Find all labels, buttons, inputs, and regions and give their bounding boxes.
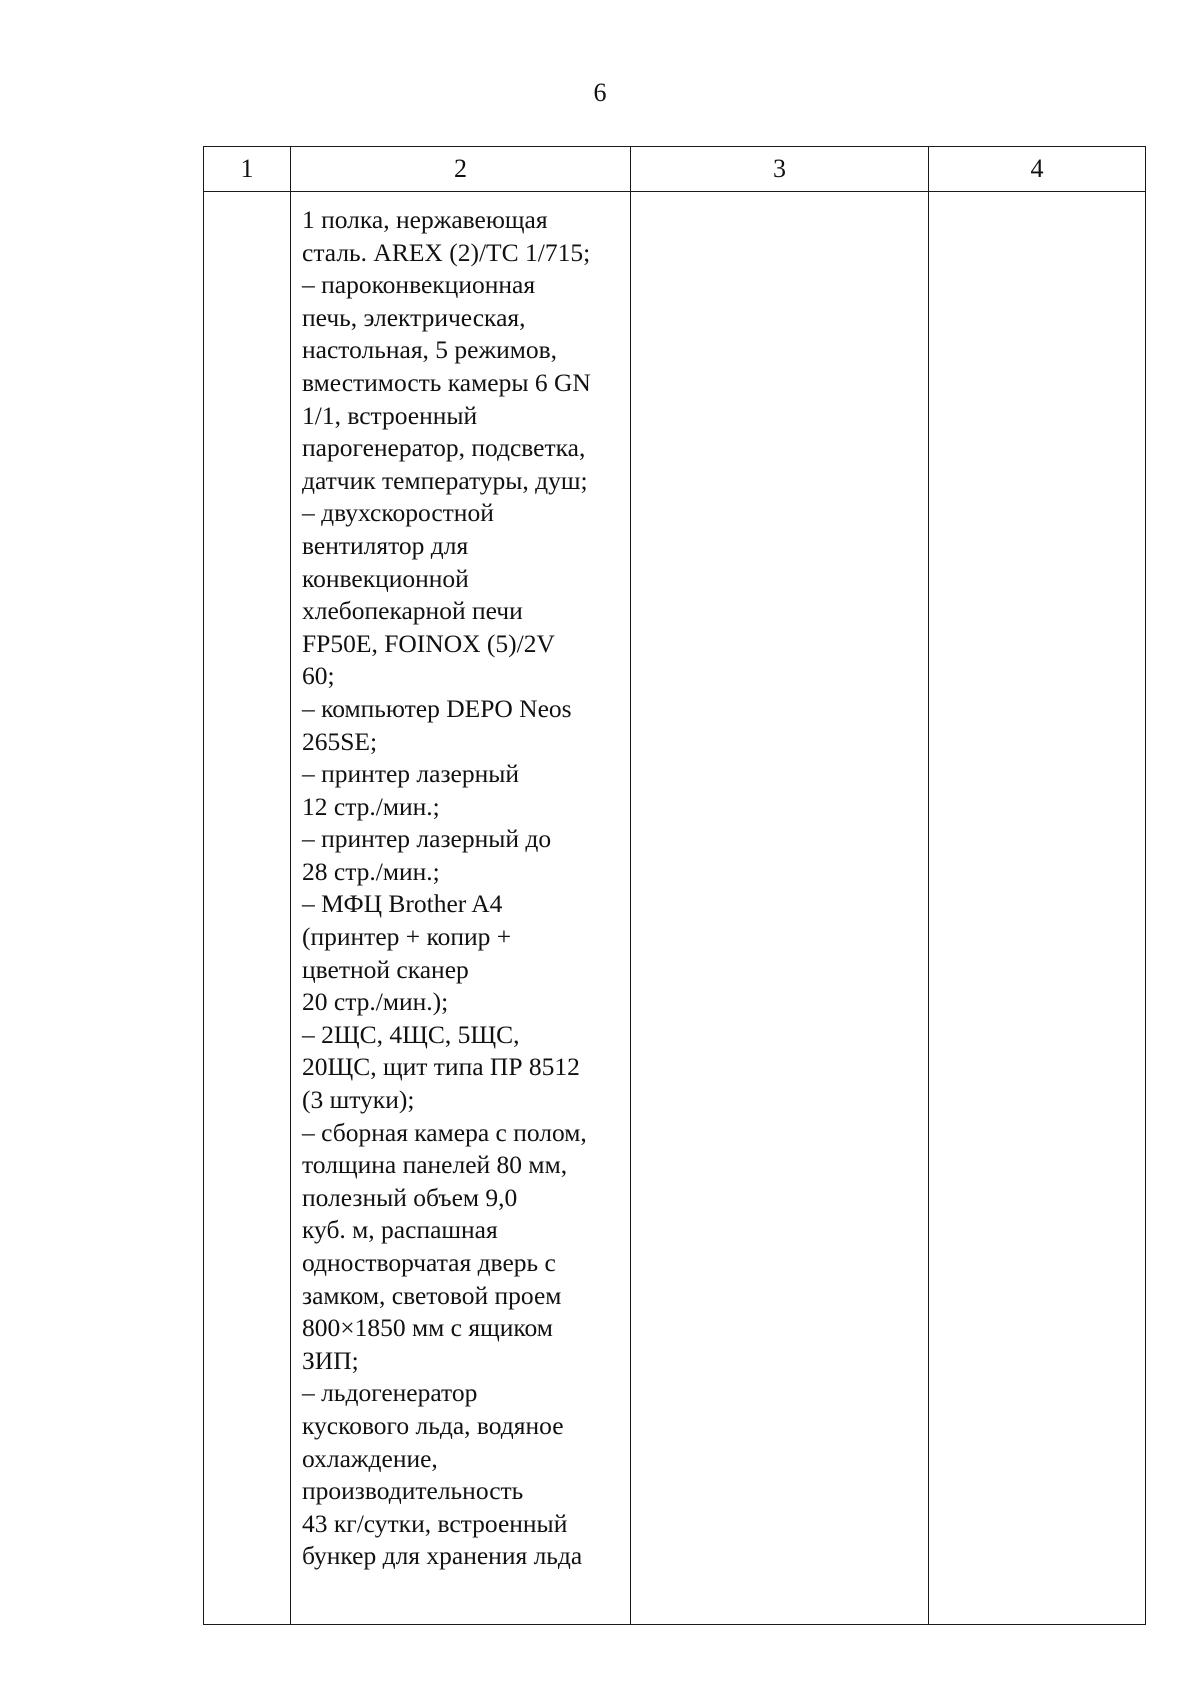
description-line: настольная, 5 режимов, <box>302 335 558 365</box>
equipment-table <box>203 146 1146 1625</box>
description-line: бункер для хранения льда <box>302 1541 583 1571</box>
description-line: хлебопекарной печи <box>302 596 523 626</box>
description-line: полезный объем 9,0 <box>302 1182 518 1212</box>
description-line: замком, световой проем <box>302 1280 562 1310</box>
description-line: – сборная камера с полом, <box>302 1117 587 1147</box>
description-line: 800×1850 мм с ящиком <box>302 1313 553 1343</box>
column-header-1: 1 <box>204 147 291 192</box>
description-line: 60; <box>302 661 335 691</box>
description-line: парогенератор, подсветка, <box>302 433 586 463</box>
table-header-row <box>204 147 1146 192</box>
table-row <box>204 192 1146 1625</box>
equipment-description <box>291 192 630 1573</box>
description-line: вместимость камеры 6 GN <box>302 367 591 397</box>
description-line: вентилятор для <box>302 530 469 560</box>
cell-col-1 <box>204 192 291 1625</box>
description-line: – компьютер DEPO Neos <box>302 693 572 723</box>
description-line: цветной сканер <box>302 954 469 984</box>
description-line: печь, электрическая, <box>302 302 526 332</box>
description-line: – пароконвекционная <box>302 270 536 300</box>
description-line: 1 полка, нержавеющая <box>302 205 548 234</box>
description-line: 12 стр./мин.; <box>302 791 440 821</box>
description-line: – принтер лазерный <box>302 759 520 789</box>
description-line: конвекционной <box>302 563 469 593</box>
cell-col-2 <box>291 192 631 1625</box>
description-line: сталь. AREX (2)/TC 1/715; <box>302 237 591 267</box>
description-line: – 2ЩС, 4ЩС, 5ЩС, <box>302 1019 520 1049</box>
description-line: (3 штуки); <box>302 1085 415 1115</box>
description-line: – МФЦ Brother A4 <box>302 889 503 919</box>
description-line: охлаждение, <box>302 1443 438 1473</box>
description-line: куб. м, распашная <box>302 1215 498 1245</box>
description-line: 1/1, встроенный <box>302 400 478 430</box>
column-header-4: 4 <box>929 147 1146 192</box>
description-line: – льдогенератор <box>302 1378 478 1408</box>
cell-col-3 <box>631 192 929 1625</box>
description-line: 43 кг/сутки, встроенный <box>302 1508 568 1538</box>
description-line: (принтер + копир + <box>302 922 512 952</box>
description-line: FP50E, FOINOX (5)/2V <box>302 628 555 658</box>
description-line: – двухскоростной <box>302 498 494 528</box>
description-line: 20ЩС, щит типа ПР 8512 <box>302 1052 580 1082</box>
description-line: 20 стр./мин.); <box>302 987 449 1017</box>
description-line: 28 стр./мин.; <box>302 856 440 886</box>
description-line: ЗИП; <box>302 1345 359 1375</box>
description-line: кускового льда, водяное <box>302 1410 564 1440</box>
description-line: производительность <box>302 1476 524 1506</box>
description-line: 265SE; <box>302 726 378 756</box>
page-number: 6 <box>593 78 607 107</box>
cell-col-4 <box>929 192 1146 1625</box>
description-line: толщина панелей 80 мм, <box>302 1150 568 1180</box>
description-line: датчик температуры, душ; <box>302 465 588 495</box>
description-line: – принтер лазерный до <box>302 824 552 854</box>
description-line: одностворчатая дверь с <box>302 1248 556 1277</box>
column-header-2: 2 <box>291 147 631 192</box>
column-header-3: 3 <box>631 147 929 192</box>
